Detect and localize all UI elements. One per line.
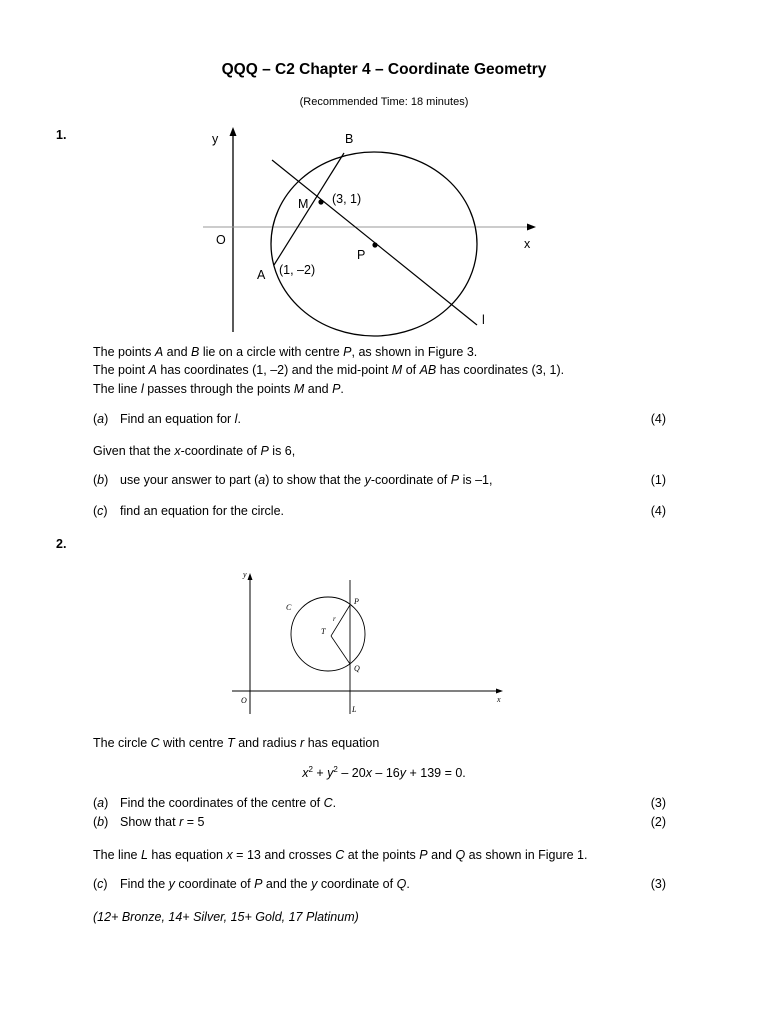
q2-part-b: (b) Show that r = 5 bbox=[93, 815, 205, 829]
q1-part-a: (a) Find an equation for l. bbox=[93, 412, 241, 426]
q1-text-line-2: The point A has coordinates (1, –2) and the mid-point M of AB has coordinates (3, 1). bbox=[93, 363, 565, 377]
question-1-number: 1. bbox=[56, 128, 67, 142]
q1-text-line-3: The line l passes through the points M and P. bbox=[93, 382, 344, 396]
radius-r-label: r bbox=[333, 615, 336, 623]
x-axis-arrow bbox=[527, 224, 536, 231]
point-m-dot bbox=[318, 199, 323, 204]
q1-text-line-1: The points A and B lie on a circle with centre P, as shown in Figure 3. bbox=[93, 345, 478, 359]
point-p-label: P bbox=[354, 597, 359, 606]
q1-part-a-marks: (4) bbox=[650, 412, 666, 426]
award-thresholds: (12+ Bronze, 14+ Silver, 15+ Gold, 17 Platinum) bbox=[93, 910, 359, 924]
y-axis-label: y bbox=[243, 570, 247, 579]
origin-label: O bbox=[241, 696, 247, 705]
point-m-label: M bbox=[298, 197, 309, 211]
y-axis-arrow bbox=[230, 127, 237, 136]
point-b-label: B bbox=[345, 132, 354, 146]
x-axis-label: x bbox=[497, 695, 501, 704]
q2-line-l-text: The line L has equation x = 13 and crosses C at the points P and Q as shown in Figure 1. bbox=[93, 848, 588, 862]
q1-part-c-marks: (4) bbox=[650, 504, 666, 518]
y-axis-label: y bbox=[212, 132, 219, 146]
q2-intro: The circle C with centre T and radius r has equation bbox=[93, 736, 380, 750]
x-axis-label: x bbox=[524, 237, 531, 251]
q2-part-c: (c) Find the y coordinate of P and the y coordinate of Q. bbox=[93, 877, 410, 891]
point-p-label: P bbox=[357, 248, 366, 262]
point-p-dot bbox=[372, 242, 377, 247]
figure-1-circle-diagram bbox=[0, 560, 768, 725]
recommended-time: (Recommended Time: 18 minutes) bbox=[299, 96, 469, 108]
line-l-label: L bbox=[352, 705, 357, 714]
q2-part-a: (a) Find the coordinates of the centre of C. bbox=[93, 796, 337, 810]
circle-c bbox=[291, 597, 365, 671]
radius-tq bbox=[331, 636, 350, 664]
circle-c-label: C bbox=[286, 603, 292, 612]
question-2-number: 2. bbox=[56, 537, 67, 551]
q2-equation: $x^2 + y^2 - 20x - 16y + 139 = 0$. bbox=[302, 765, 466, 781]
figure-3-circle-diagram bbox=[0, 0, 768, 345]
point-a-coords: (1, –2) bbox=[279, 263, 316, 277]
page-title: QQQ – C2 Chapter 4 – Coordinate Geometry bbox=[221, 61, 547, 78]
point-a-label: A bbox=[257, 268, 266, 282]
q1-part-b: (b) use your answer to part (a) to show that the y-coordinate of P is –1, bbox=[93, 473, 493, 487]
x-axis-arrow bbox=[496, 689, 503, 694]
centre-t-label: T bbox=[321, 627, 326, 636]
q1-part-c: (c) find an equation for the circle. bbox=[93, 504, 284, 518]
q2-part-b-marks: (2) bbox=[650, 815, 666, 829]
q1-part-b-marks: (1) bbox=[650, 473, 666, 487]
q2-part-c-marks: (3) bbox=[650, 877, 666, 891]
origin-label: O bbox=[216, 233, 226, 247]
q2-part-a-marks: (3) bbox=[650, 796, 666, 810]
point-m-coords: (3, 1) bbox=[332, 192, 362, 206]
q1-given: Given that the x-coordinate of P is 6, bbox=[93, 444, 296, 458]
point-q-label: Q bbox=[354, 664, 360, 673]
line-l-label: l bbox=[482, 313, 485, 327]
y-axis-arrow bbox=[248, 573, 253, 580]
